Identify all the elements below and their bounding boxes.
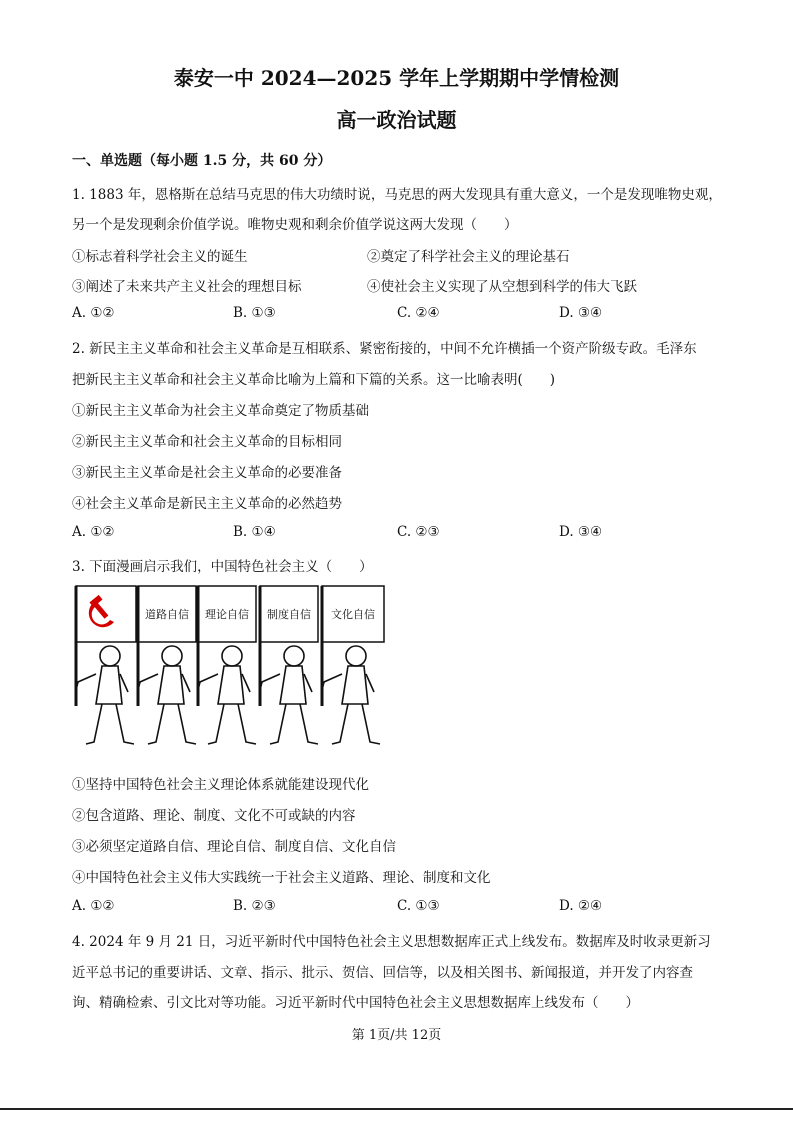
- q1-item-3: ③阐述了未来共产主义社会的理想目标: [72, 279, 302, 295]
- q1-choice-d: D. ③④: [559, 305, 603, 321]
- q1-item-4: ④使社会主义实现了从空想到科学的伟大飞跃: [367, 279, 637, 295]
- q3-item-4: ④中国特色社会主义伟大实践统一于社会主义道路、理论、制度和文化: [72, 870, 491, 886]
- q2-choice-a: A. ①②: [72, 524, 115, 540]
- q4-stem-line1: 4. 2024 年 9 月 21 日，习近平新时代中国特色社会主义思想数据库正式上线发布。数据库及时收录更新习: [72, 934, 711, 950]
- q3-item-3: ③必须坚定道路自信、理论自信、制度自信、文化自信: [72, 839, 396, 855]
- party-flag: [76, 586, 136, 642]
- q1-stem-line2: 另一个是发现剩余价值学说。唯物史观和剩余价值学说这两大发现（ ）: [72, 217, 518, 233]
- flag-label-culture: 文化自信: [331, 608, 375, 621]
- q4-stem-line2: 近平总书记的重要讲话、文章、指示、批示、贺信、回信等，以及相关图书、新闻报道，并开发了内容查: [72, 965, 693, 981]
- q2-stem-line1: 2. 新民主主义革命和社会主义革命是互相联系、紧密衔接的，中间不允许横插一个资产阶级专政。毛泽东: [72, 341, 697, 357]
- q2-item-3: ③新民主主义革命是社会主义革命的必要准备: [72, 465, 342, 481]
- page-bottom-rule: [0, 1108, 793, 1110]
- exam-title: 泰安一中 2024—2025 学年上学期期中学情检测: [173, 66, 620, 90]
- q3-choice-d: D. ②④: [559, 898, 603, 914]
- q3-choice-c: C. ①③: [397, 898, 440, 914]
- q1-choice-b: B. ①③: [233, 305, 276, 321]
- q1-item-1: ①标志着科学社会主义的诞生: [72, 249, 248, 265]
- q1-stem-line1: 1. 1883 年，恩格斯在总结马克思的伟大功绩时说，马克思的两大发现具有重大意义，一个是发现唯物史观，: [72, 187, 722, 203]
- q2-item-1: ①新民主主义革命为社会主义革命奠定了物质基础: [72, 403, 369, 419]
- q3-choice-a: A. ①②: [72, 898, 115, 914]
- q3-item-2: ②包含道路、理论、制度、文化不可或缺的内容: [72, 808, 356, 824]
- q2-item-2: ②新民主主义革命和社会主义革命的目标相同: [72, 434, 342, 450]
- q1-item-2: ②奠定了科学社会主义的理论基石: [367, 249, 570, 265]
- cartoon-flag-bearers: [70, 582, 390, 752]
- q3-stem: 3. 下面漫画启示我们，中国特色社会主义（ ）: [72, 559, 373, 575]
- q3-item-1: ①坚持中国特色社会主义理论体系就能建设现代化: [72, 777, 369, 793]
- flag-label-theory: 理论自信: [205, 608, 249, 621]
- marching-figures: [76, 646, 380, 744]
- q1-choice-c: C. ②④: [397, 305, 440, 321]
- q3-choice-b: B. ②③: [233, 898, 276, 914]
- q2-choice-d: D. ③④: [559, 524, 603, 540]
- page-footer: 第 1页/共 12页: [351, 1028, 442, 1043]
- flag-label-road: 道路自信: [145, 608, 189, 621]
- section-heading: 一、单选题（每小题 1.5 分，共 60 分）: [72, 153, 332, 169]
- q1-choice-a: A. ①②: [72, 305, 115, 321]
- q2-stem-line2: 把新民主主义革命和社会主义革命比喻为上篇和下篇的关系。这一比喻表明( ): [72, 372, 556, 388]
- q2-choice-c: C. ②③: [397, 524, 440, 540]
- q2-choice-b: B. ①④: [233, 524, 276, 540]
- exam-subtitle: 高一政治试题: [336, 108, 457, 132]
- q4-stem-line3: 询、精确检索、引文比对等功能。习近平新时代中国特色社会主义思想数据库上线发布（ ）: [72, 995, 639, 1011]
- q2-item-4: ④社会主义革命是新民主主义革命的必然趋势: [72, 496, 342, 512]
- flag-label-system: 制度自信: [267, 608, 311, 621]
